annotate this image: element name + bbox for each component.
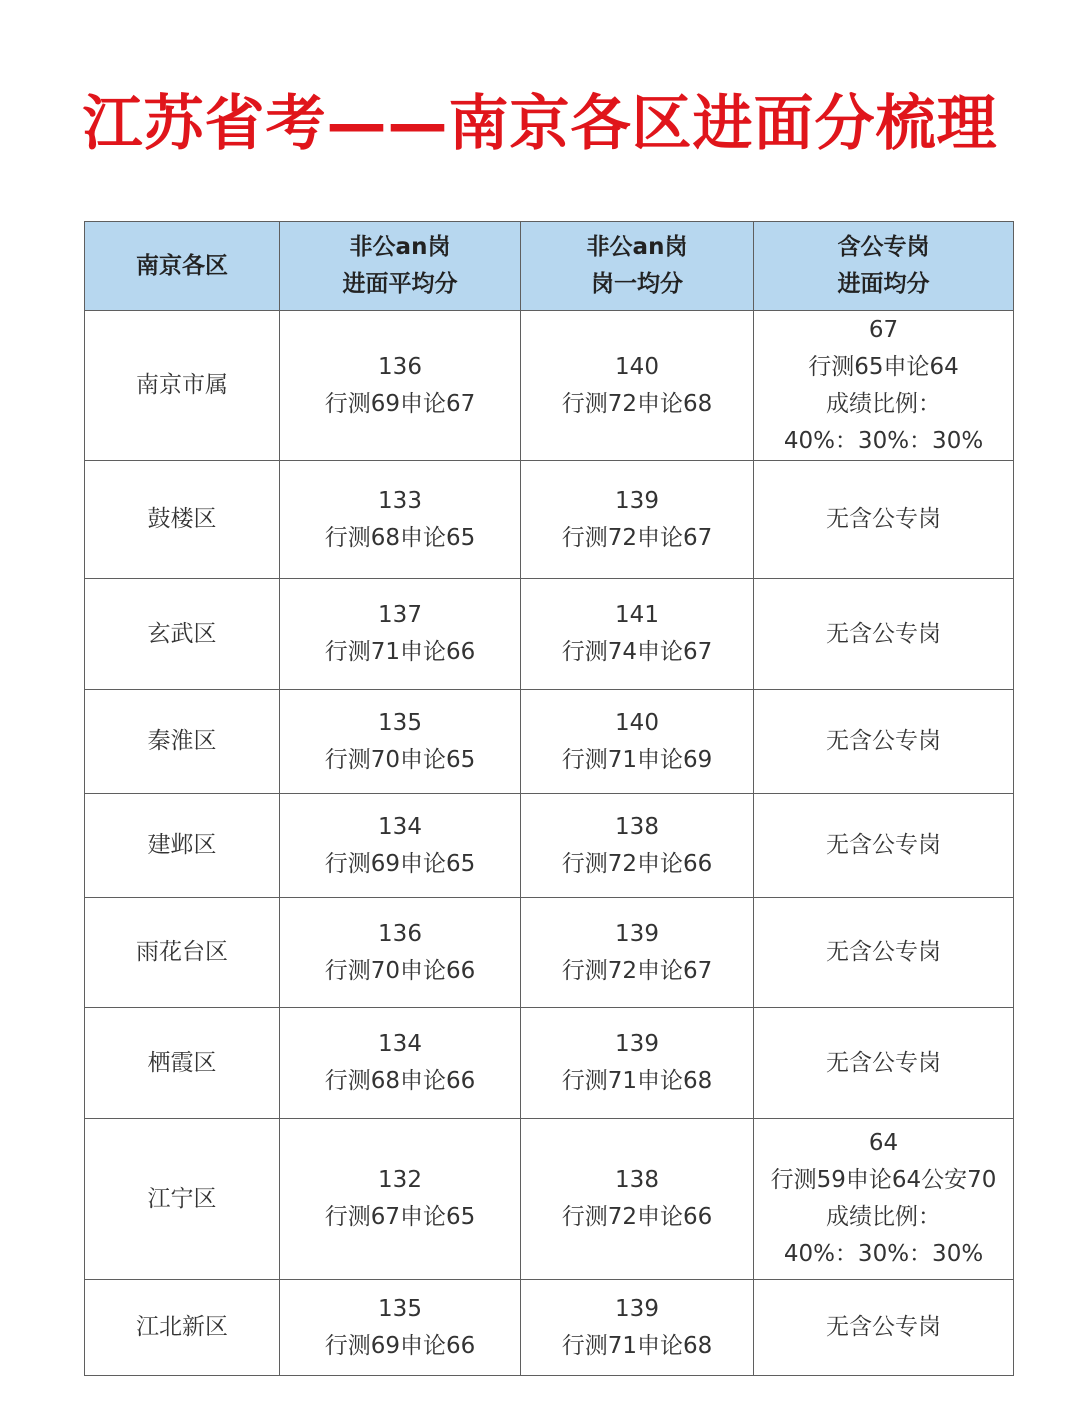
police-score-cell bbox=[754, 794, 1014, 898]
police-score-cell bbox=[754, 1280, 1014, 1376]
police-score-line: 无含公专岗 bbox=[826, 1049, 941, 1076]
police-score-cell bbox=[754, 1008, 1014, 1119]
top-score-detail: 行测72申论66 bbox=[561, 850, 713, 877]
police-score-line: 成绩比例： bbox=[826, 1204, 941, 1230]
top-score-cell bbox=[521, 461, 754, 579]
police-score-line: 行测59申论64公安70 bbox=[770, 1167, 997, 1193]
avg-score-cell bbox=[280, 461, 521, 579]
top-score-cell bbox=[521, 690, 754, 794]
table-row bbox=[85, 1008, 1014, 1119]
top-score-detail: 行测71申论68 bbox=[561, 1068, 713, 1094]
top-score-total: 140 bbox=[615, 709, 659, 736]
avg-score-detail: 行测71申论66 bbox=[324, 639, 476, 665]
avg-score-total: 137 bbox=[378, 602, 422, 628]
table-row bbox=[85, 1280, 1014, 1376]
page-title: 江苏省考——南京各区进面分梳理 bbox=[82, 89, 998, 159]
district-cell: 江宁区 bbox=[85, 1119, 280, 1280]
police-score-line: 成绩比例： bbox=[826, 390, 941, 417]
avg-score-cell bbox=[280, 311, 521, 461]
police-score-cell bbox=[754, 898, 1014, 1008]
header-avg-score-line2: 进面平均分 bbox=[342, 271, 458, 297]
avg-score-cell bbox=[280, 1119, 521, 1280]
district-cell: 雨花台区 bbox=[85, 898, 280, 1008]
avg-score-cell bbox=[280, 579, 521, 690]
top-score-cell bbox=[521, 1119, 754, 1280]
top-score-detail: 行测72申论68 bbox=[561, 390, 713, 417]
top-score-total: 138 bbox=[615, 1167, 659, 1193]
table-row bbox=[85, 898, 1014, 1008]
police-score-line: 行测65申论64 bbox=[808, 353, 959, 380]
avg-score-detail: 行测69申论67 bbox=[324, 390, 476, 417]
table-row bbox=[85, 794, 1014, 898]
top-score-detail: 行测72申论67 bbox=[561, 957, 713, 984]
top-score-total: 139 bbox=[615, 1031, 659, 1057]
score-table bbox=[84, 221, 1014, 1376]
police-score-line: 40%：30%：30% bbox=[783, 427, 984, 454]
header-top-score-line1: 非公an岗 bbox=[586, 234, 688, 260]
police-score-line: 无含公专岗 bbox=[826, 620, 941, 647]
avg-score-detail: 行测70申论66 bbox=[324, 957, 476, 984]
header-top-score-line2: 岗一均分 bbox=[591, 271, 683, 297]
avg-score-detail: 行测68申论66 bbox=[324, 1068, 476, 1094]
avg-score-total: 134 bbox=[378, 813, 422, 840]
avg-score-cell bbox=[280, 1008, 521, 1119]
district-cell: 栖霞区 bbox=[85, 1008, 280, 1119]
top-score-cell bbox=[521, 1280, 754, 1376]
avg-score-total: 135 bbox=[378, 709, 422, 736]
police-score-line: 无含公专岗 bbox=[826, 832, 941, 858]
header-avg-score bbox=[280, 222, 521, 311]
header-police-score bbox=[754, 222, 1014, 311]
top-score-detail: 行测72申论66 bbox=[561, 1204, 713, 1230]
police-score-line: 无含公专岗 bbox=[826, 506, 941, 532]
avg-score-total: 133 bbox=[378, 487, 422, 514]
police-score-cell bbox=[754, 1119, 1014, 1280]
police-score-cell bbox=[754, 579, 1014, 690]
header-police-score-line2: 进面均分 bbox=[837, 271, 930, 297]
police-score-line: 64 bbox=[868, 1130, 899, 1156]
avg-score-total: 132 bbox=[378, 1167, 422, 1193]
table-row bbox=[85, 690, 1014, 794]
top-score-detail: 行测74申论67 bbox=[561, 639, 713, 665]
avg-score-cell bbox=[280, 794, 521, 898]
avg-score-cell bbox=[280, 898, 521, 1008]
top-score-total: 140 bbox=[615, 353, 659, 380]
top-score-cell bbox=[521, 794, 754, 898]
police-score-cell bbox=[754, 690, 1014, 794]
table-row bbox=[85, 579, 1014, 690]
district-cell: 建邺区 bbox=[85, 794, 280, 898]
police-score-line: 40%：30%：30% bbox=[783, 1241, 984, 1267]
top-score-total: 139 bbox=[615, 487, 659, 514]
table-header-row bbox=[85, 222, 1014, 311]
top-score-cell bbox=[521, 1008, 754, 1119]
avg-score-total: 134 bbox=[378, 1031, 422, 1057]
district-cell: 鼓楼区 bbox=[85, 461, 280, 579]
table-row bbox=[85, 461, 1014, 579]
police-score-cell bbox=[754, 311, 1014, 461]
top-score-cell bbox=[521, 311, 754, 461]
avg-score-detail: 行测70申论65 bbox=[324, 746, 476, 773]
header-top-score bbox=[521, 222, 754, 311]
police-score-cell bbox=[754, 461, 1014, 579]
top-score-detail: 行测71申论68 bbox=[561, 1332, 713, 1359]
top-score-total: 139 bbox=[615, 920, 659, 947]
header-district-label: 南京各区 bbox=[136, 252, 228, 279]
table-row bbox=[85, 1119, 1014, 1280]
header-police-score-line1: 含公专岗 bbox=[837, 234, 930, 260]
police-score-line: 无含公专岗 bbox=[826, 1314, 941, 1340]
avg-score-detail: 行测68申论65 bbox=[324, 524, 476, 551]
top-score-cell bbox=[521, 579, 754, 690]
district-cell: 江北新区 bbox=[85, 1280, 280, 1376]
top-score-total: 139 bbox=[615, 1295, 659, 1322]
avg-score-total: 136 bbox=[378, 920, 422, 947]
avg-score-detail: 行测67申论65 bbox=[324, 1204, 476, 1230]
avg-score-total: 136 bbox=[378, 353, 422, 380]
avg-score-detail: 行测69申论66 bbox=[324, 1332, 476, 1359]
top-score-detail: 行测72申论67 bbox=[561, 524, 713, 551]
police-score-line: 无含公专岗 bbox=[826, 939, 941, 965]
district-cell: 秦淮区 bbox=[85, 690, 280, 794]
top-score-cell bbox=[521, 898, 754, 1008]
police-score-line: 无含公专岗 bbox=[826, 728, 941, 754]
district-cell: 玄武区 bbox=[85, 579, 280, 690]
police-score-line: 67 bbox=[868, 316, 899, 343]
avg-score-cell bbox=[280, 1280, 521, 1376]
avg-score-detail: 行测69申论65 bbox=[324, 850, 476, 877]
avg-score-cell bbox=[280, 690, 521, 794]
header-avg-score-line1: 非公an岗 bbox=[349, 234, 451, 260]
top-score-total: 138 bbox=[615, 813, 659, 840]
district-cell: 南京市属 bbox=[85, 311, 280, 461]
top-score-total: 141 bbox=[615, 602, 659, 628]
top-score-detail: 行测71申论69 bbox=[561, 746, 713, 773]
avg-score-total: 135 bbox=[378, 1295, 422, 1322]
header-district bbox=[85, 222, 280, 311]
table-row bbox=[85, 311, 1014, 461]
